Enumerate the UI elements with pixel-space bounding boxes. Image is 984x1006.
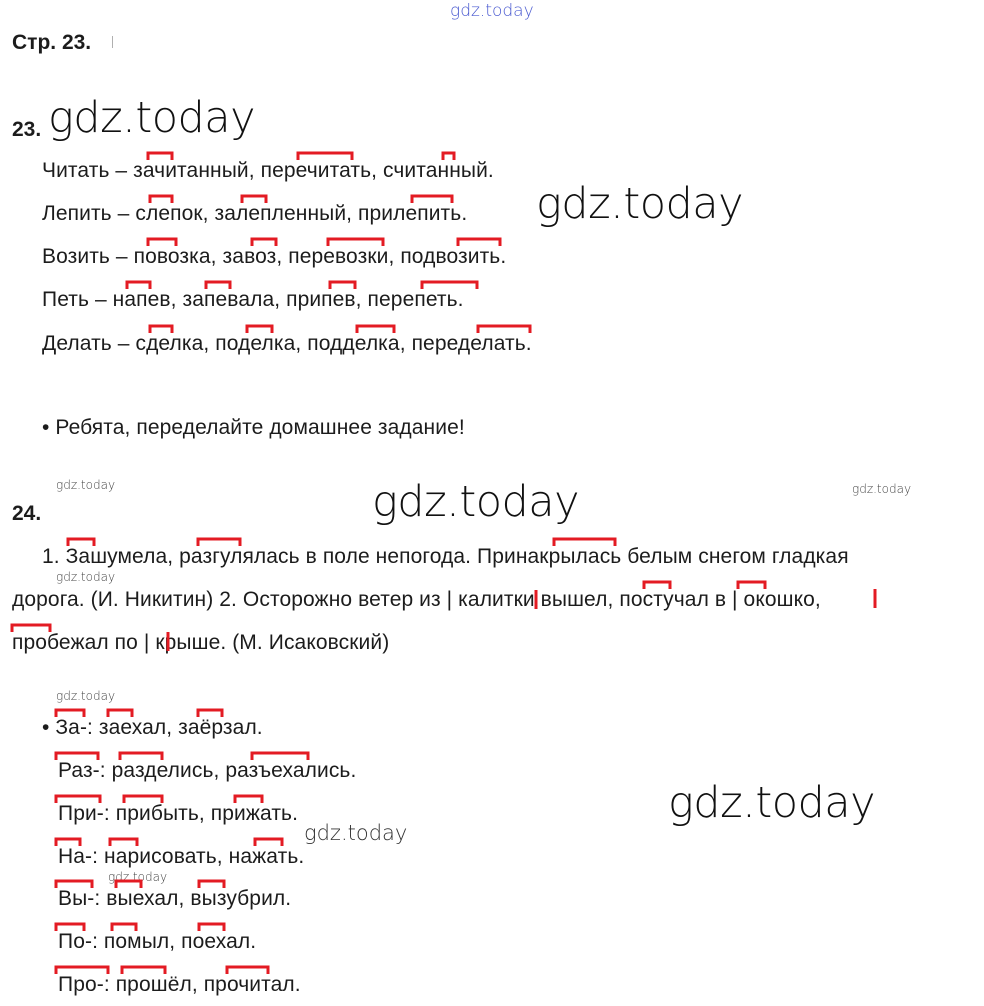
- prefix-mark: [644, 582, 670, 589]
- prefix-mark: [68, 539, 94, 546]
- prefix-line: По-: помыл, поехал.: [58, 930, 257, 953]
- prefix-mark: [227, 967, 268, 974]
- prefix-mark: [247, 326, 272, 333]
- prefix-mark: [150, 326, 172, 333]
- prefix-mark: [56, 839, 80, 846]
- prefix-mark: [422, 282, 477, 289]
- page-label: Стр. 23.: [12, 31, 92, 54]
- prefix-mark: [252, 753, 308, 760]
- prefix-mark: [443, 153, 454, 160]
- exercise-number-23: 23.: [12, 118, 42, 141]
- prefix-line: На-: нарисовать, нажать.: [58, 845, 305, 868]
- prefix-mark: [56, 710, 84, 717]
- prefix-mark: [56, 796, 100, 803]
- prefix-line: Раз-: разделись, разъехались.: [58, 759, 357, 782]
- prefix-mark: [298, 153, 352, 160]
- prefix-mark: [328, 239, 383, 246]
- prefix-mark: [199, 881, 224, 888]
- prefix-mark: [122, 967, 165, 974]
- prefix-mark: [252, 239, 276, 246]
- prefix-mark: [148, 153, 172, 160]
- prefix-mark: [148, 239, 176, 246]
- prefix-mark: [206, 282, 230, 289]
- prefix-line: • За-: заехал, заёрзал.: [42, 716, 263, 739]
- prefix-mark: [554, 539, 615, 546]
- word-family-line: Лепить – слепок, залепленный, прилепить.: [42, 202, 468, 225]
- prefix-line: Про-: прошёл, прочитал.: [58, 973, 301, 996]
- word-family-line: Делать – сделка, поделка, подделка, переделать.: [42, 332, 532, 355]
- prefix-mark: [124, 796, 162, 803]
- prefix-mark: [110, 839, 137, 846]
- prefix-mark: [198, 710, 222, 717]
- watermark: gdz.today: [852, 482, 912, 496]
- prefix-mark: [478, 326, 530, 333]
- prefix-mark: [150, 196, 172, 203]
- prefix-mark: [112, 924, 136, 931]
- watermark: gdz.today: [372, 477, 580, 527]
- prefix-mark: [738, 582, 765, 589]
- prefix-mark: [198, 539, 240, 546]
- watermark: gdz.today: [304, 821, 408, 845]
- prefix-mark: [116, 881, 141, 888]
- prefix-mark: [357, 326, 394, 333]
- prefix-mark: [242, 196, 266, 203]
- word-family-line: Читать – зачитанный, перечитать, считанный.: [42, 159, 494, 182]
- prefix-line: Вы-: выехал, вызубрил.: [58, 887, 292, 910]
- poem-text-line: 1. Зашумела, разгулялась в поле непогода. Принакрылась белым снегом гладкая: [42, 545, 849, 568]
- prefix-mark: [56, 967, 108, 974]
- watermark: gdz.today: [108, 870, 168, 884]
- prefix-line: При-: прибыть, прижать.: [58, 802, 299, 825]
- prefix-mark: [56, 924, 84, 931]
- prefix-mark: [458, 239, 500, 246]
- prefix-mark: [330, 282, 355, 289]
- prefix-mark: [120, 753, 162, 760]
- watermark: gdz.today: [56, 570, 116, 584]
- prefix-mark: [127, 282, 150, 289]
- watermark: gdz.today: [56, 689, 116, 703]
- word-family-line: Петь – напев, запевала, припев, перепеть.: [42, 288, 464, 311]
- watermark: gdz.today: [56, 478, 116, 492]
- bullet-sentence: • Ребята, переделайте домашнее задание!: [42, 416, 465, 439]
- prefix-mark: [235, 796, 262, 803]
- prefix-mark: [199, 924, 224, 931]
- prefix-mark: [255, 839, 282, 846]
- poem-text-line: дорога. (И. Никитин) 2. Осторожно ветер из | калитки вышел, постучал в | окошко,: [12, 588, 821, 611]
- prefix-mark: [12, 625, 50, 632]
- prefix-mark: [108, 710, 132, 717]
- watermark: gdz.today: [48, 93, 256, 143]
- prefix-mark: [412, 196, 452, 203]
- prefix-mark: [56, 753, 98, 760]
- word-family-line: Возить – повозка, завоз, перевозки, подвозить.: [42, 245, 507, 268]
- prefix-mark: [56, 881, 92, 888]
- watermark: gdz.today: [536, 179, 744, 229]
- watermark-top: gdz.today: [450, 1, 534, 21]
- poem-text-line: пробежал по | крыше. (М. Исаковский): [12, 631, 390, 654]
- exercise-number-24: 24.: [12, 502, 42, 525]
- watermark: gdz.today: [668, 778, 876, 828]
